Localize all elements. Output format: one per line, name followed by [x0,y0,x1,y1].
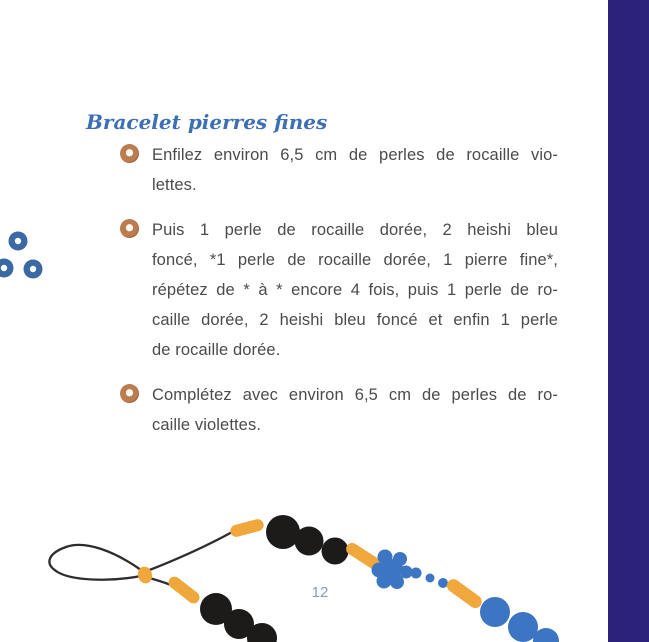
black-bead [295,527,324,556]
bullet-bead-icon [120,384,139,403]
text-line: répétez de * à * encore 4 fois, puis 1 perle de ro- [152,281,558,299]
instruction-text [152,140,558,200]
blue-bead [508,612,538,642]
blue-bead [438,578,448,588]
instructions-list [120,140,558,440]
page-edge-band [608,0,649,642]
blue-bead [411,568,422,579]
gold-tube-bead [229,518,265,538]
text-line: foncé, *1 perle de rocaille dorée, 1 pierre fine*, [152,251,558,269]
text-line: caille dorée, 2 heishi bleu foncé et enfin 1 perle [152,311,558,329]
thread-lower [149,578,171,585]
gold-tube-bead [166,574,202,606]
blue-bead [426,574,435,583]
gemstone-flower-bead [372,550,413,590]
instruction-item [120,215,558,365]
bullet-bead-icon [120,219,139,238]
gold-tube-bead [344,541,382,572]
text-line: Enfilez environ 6,5 cm de perles de rocaille vio- [152,146,558,164]
bracelet-illustration [49,515,559,642]
gold-tube-bead [444,577,484,611]
black-bead [224,609,254,639]
knot-bead [136,565,154,585]
text-line: de rocaille dorée. [152,341,281,359]
margin-heishi-beads-icon [0,232,43,279]
black-bead [200,593,232,625]
black-bead [247,623,277,642]
instruction-item [120,140,558,200]
instruction-text [152,215,558,365]
bullet-bead-icon [120,144,139,163]
instruction-item [120,380,558,440]
blue-bead [533,628,559,642]
instruction-text [152,380,558,440]
section-title: Bracelet pierres fines [86,110,328,134]
thread-upper [147,531,234,571]
black-bead [322,538,349,565]
black-bead [266,515,300,549]
text-line: caille violettes. [152,416,261,434]
text-line: Puis 1 perle de rocaille dorée, 2 heishi bleu [152,221,558,239]
page-number: 12 [311,584,329,601]
blue-bead [480,597,510,627]
thread-loop [49,545,141,580]
text-line: lettes. [152,176,197,194]
text-line: Complétez avec environ 6,5 cm de perles de ro- [152,386,558,404]
